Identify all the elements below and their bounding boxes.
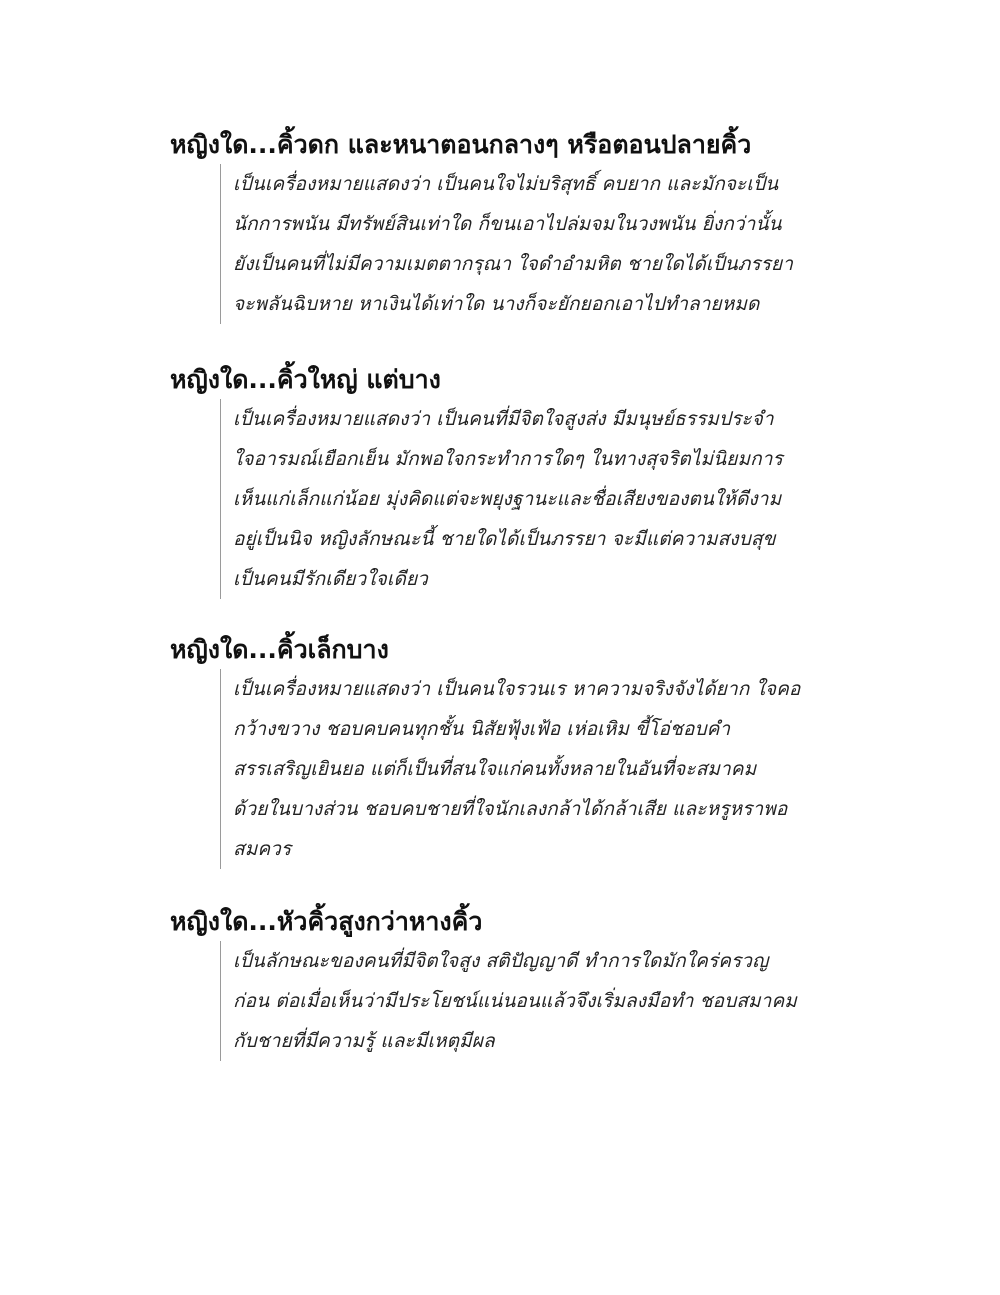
body-line: ใจอารมณ์เยือกเย็น มักพอใจกระทำการใดๆ ในทางสุจริตไม่นิยมการ [233, 448, 783, 470]
body-line: เห็นแก่เล็กแก่น้อย มุ่งคิดแต่จะพยุงฐานะและชื่อเสียงของตนให้ดีงาม [233, 488, 782, 510]
body-line: จะพลันฉิบหาย หาเงินได้เท่าใด นางก็จะยักยอกเอาไปทำลายหมด [233, 293, 760, 315]
body-line: อยู่เป็นนิจ หญิงลักษณะนี้ ชายใดได้เป็นภรรยา จะมีแต่ความสงบสุข [233, 528, 776, 550]
section-body [220, 399, 820, 599]
body-line: เป็นคนมีรักเดียวใจเดียว [233, 568, 428, 590]
body-line: เป็นลักษณะของคนที่มีจิตใจสูง สติปัญญาดี ทำการใดมักใคร่ครวญ [233, 950, 769, 972]
body-line: เป็นเครื่องหมายแสดงว่า เป็นคนที่มีจิตใจสูงส่ง มีมนุษย์ธรรมประจำ [233, 408, 774, 430]
section-heading: หญิงใด...คิ้วใหญ่ แต่บาง [170, 365, 441, 394]
body-line: ด้วยในบางส่วน ชอบคบชายที่ใจนักเลงกล้าได้กล้าเสีย และหรูหราพอ [233, 798, 788, 820]
body-line: เป็นเครื่องหมายแสดงว่า เป็นคนใจรวนเร หาความจริงจังได้ยาก ใจคอ [233, 678, 801, 700]
body-line: สรรเสริญเยินยอ แต่ก็เป็นที่สนใจแก่คนทั้งหลายในอันที่จะสมาคม [233, 758, 757, 780]
section-thick-eyebrows [170, 128, 820, 324]
section-large-thin-eyebrows [170, 363, 820, 599]
body-line: สมควร [233, 838, 292, 860]
body-line: ยังเป็นคนที่ไม่มีความเมตตากรุณา ใจดำอำมหิต ชายใดได้เป็นภรรยา [233, 253, 793, 275]
section-raised-brow-head [170, 905, 820, 1061]
section-body [220, 669, 820, 869]
body-line: ก่อน ต่อเมื่อเห็นว่ามีประโยชน์แน่นอนแล้วจึงเริ่มลงมือทำ ชอบสมาคม [233, 990, 797, 1012]
section-body [220, 941, 820, 1061]
body-line: กับชายที่มีความรู้ และมีเหตุมีผล [233, 1030, 495, 1052]
body-line: กว้างขวาง ชอบคบคนทุกชั้น นิสัยฟุ้งเฟ้อ เห่อเหิม ขี้โอ่ชอบคำ [233, 718, 731, 740]
body-line: เป็นเครื่องหมายแสดงว่า เป็นคนใจไม่บริสุทธิ์ คบยาก และมักจะเป็น [233, 173, 779, 195]
section-heading: หญิงใด...คิ้วดก และหนาตอนกลางๆ หรือตอนปลายคิ้ว [170, 130, 752, 159]
section-body [220, 164, 820, 324]
section-heading: หญิงใด...หัวคิ้วสูงกว่าหางคิ้ว [170, 907, 483, 936]
section-small-thin-eyebrows [170, 633, 820, 869]
section-heading: หญิงใด...คิ้วเล็กบาง [170, 635, 389, 664]
body-line: นักการพนัน มีทรัพย์สินเท่าใด ก็ขนเอาไปล่มจมในวงพนัน ยิ่งกว่านั้น [233, 213, 782, 235]
